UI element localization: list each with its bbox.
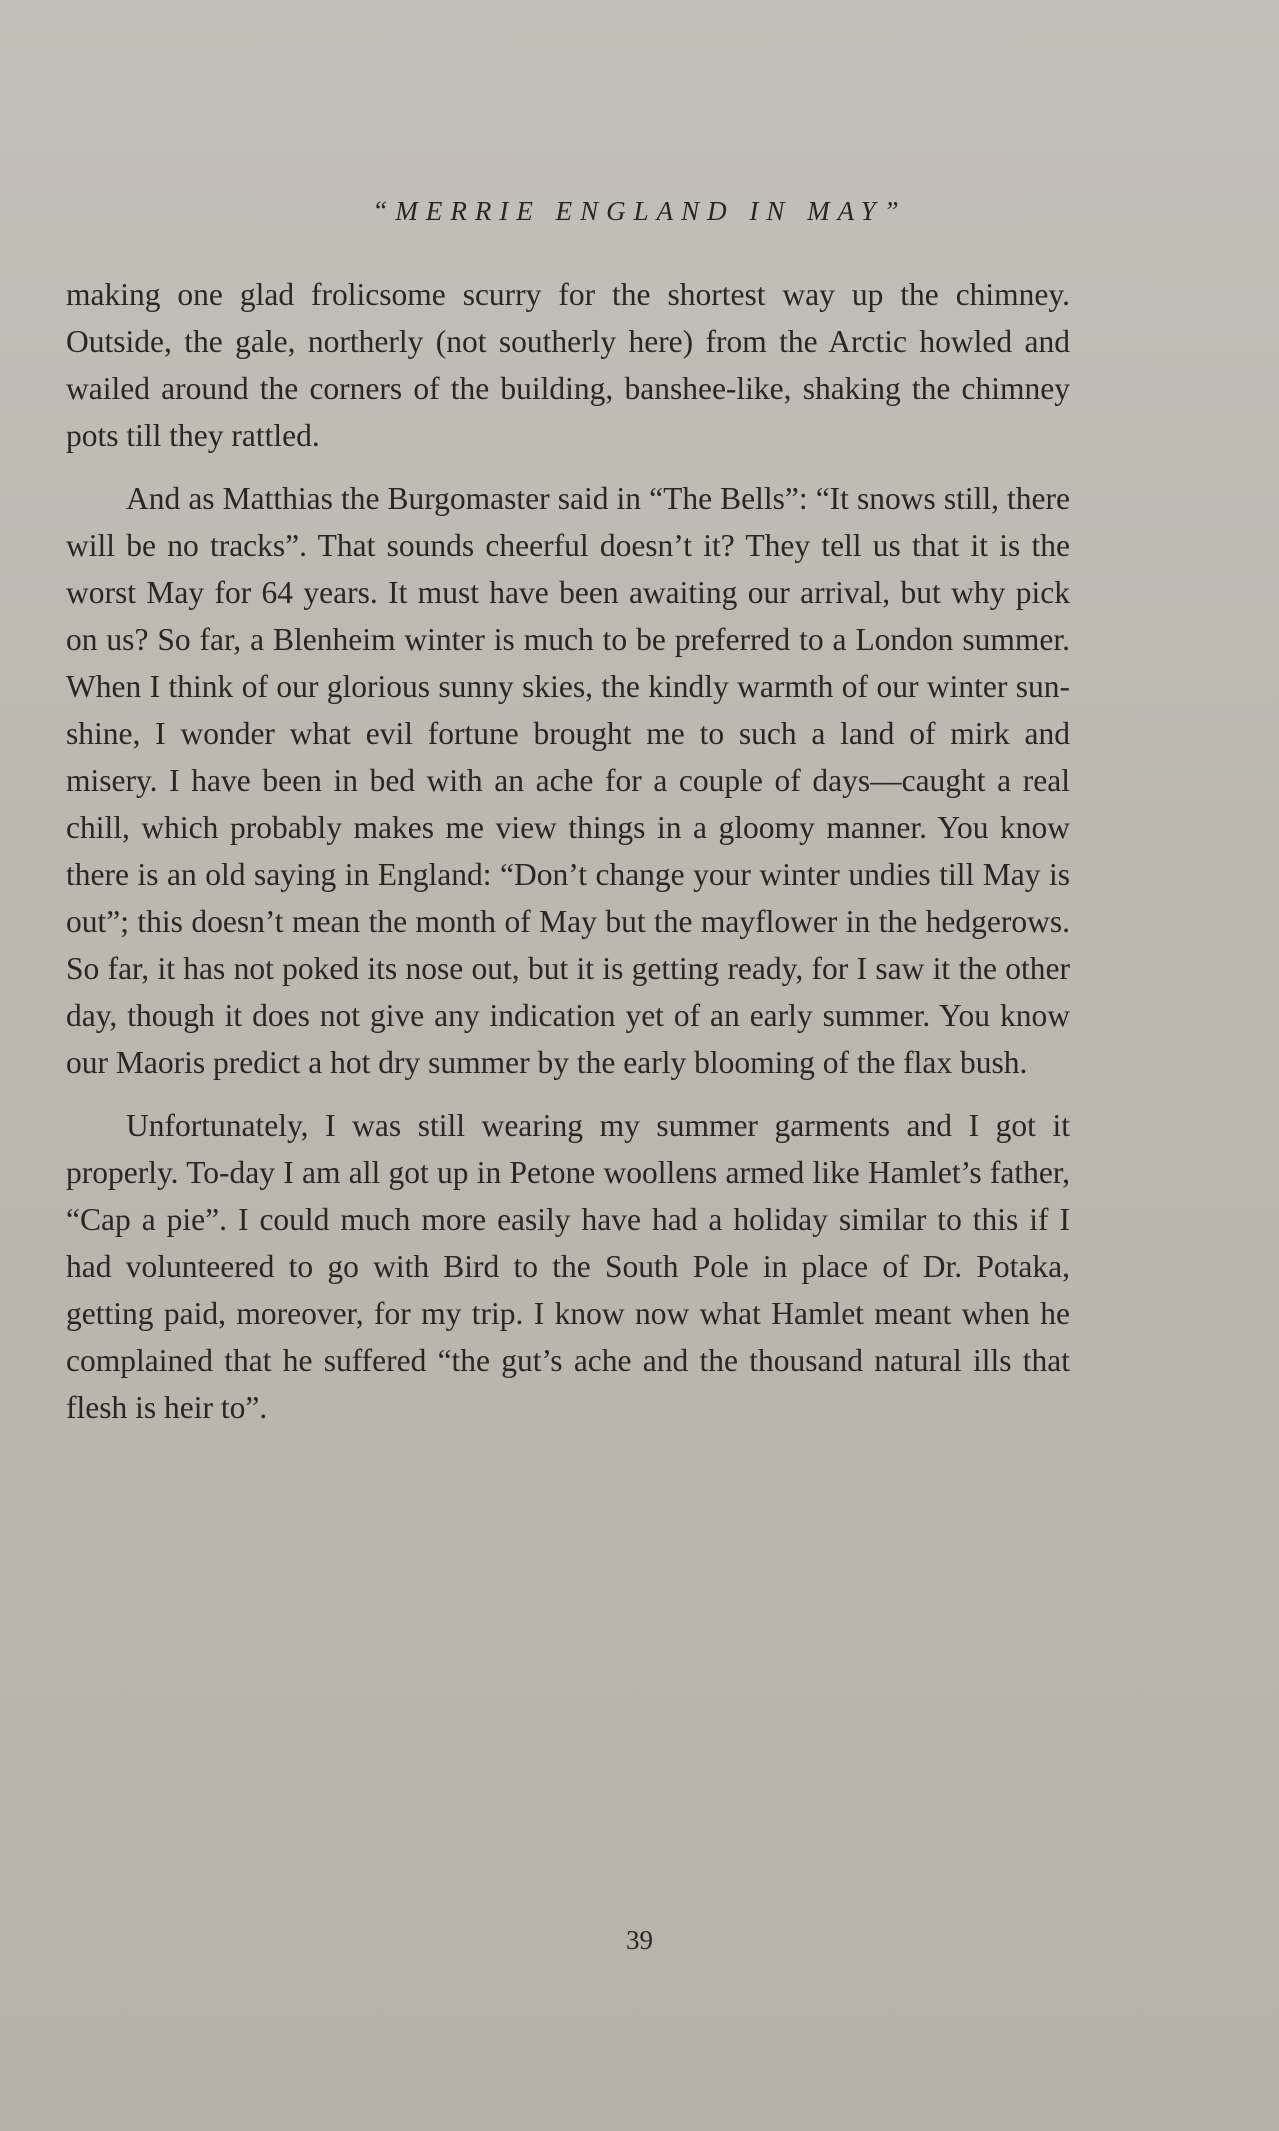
page-number: 39 bbox=[626, 1925, 653, 1955]
body-text bbox=[66, 271, 1070, 1431]
paragraph-1: making one glad frolicsome scurry for the shortest way up the chimney. Outside, the gale, northerly (not southerly here) from the Arctic howled and wailed around the corners of the building, banshee-like, shaking the chimney pots till they rattled. bbox=[66, 277, 1070, 453]
running-head: “MERRIE ENGLAND IN MAY” bbox=[372, 196, 907, 226]
paragraph-2: And as Matthias the Burgomaster said in “The Bells”: “It snows still, there will be no tracks”. That sounds cheerful doesn’t it? They tell us that it is the worst May for 64 years. It must have been awaiting our arrival, but why pick on us? So far, a Blenheim winter is much to be preferred to a London summer. When I think of our glorious sunny skies, the kindly warmth of our winter sun-shine, I wonder what evil fortune brought me to such a land of mirk and misery. I have been in bed with an ache for a couple of days—caught a real chill, which probably makes me view things in a gloomy manner. You know there is an old saying in England: “Don’t change your winter undies till May is out”; this doesn’t mean the month of May but the mayflower in the hedgerows. So far, it has not poked its nose out, but it is getting ready, for I saw it the other day, though it does not give any indication yet of an early summer. You know our Maoris predict a hot dry summer by the early blooming of the flax bush. bbox=[66, 481, 1070, 1080]
paragraph-3: Unfortunately, I was still wearing my summer garments and I got it properly. To-day I am all got up in Petone woollens armed like Hamlet’s father, “Cap a pie”. I could much more easily have had a holiday similar to this if I had volunteered to go with Bird to the South Pole in place of Dr. Potaka, getting paid, moreover, for my trip. I know now what Hamlet meant when he complained that he suffered “the gut’s ache and the thousand natural ills that flesh is heir to”. bbox=[66, 1108, 1070, 1425]
